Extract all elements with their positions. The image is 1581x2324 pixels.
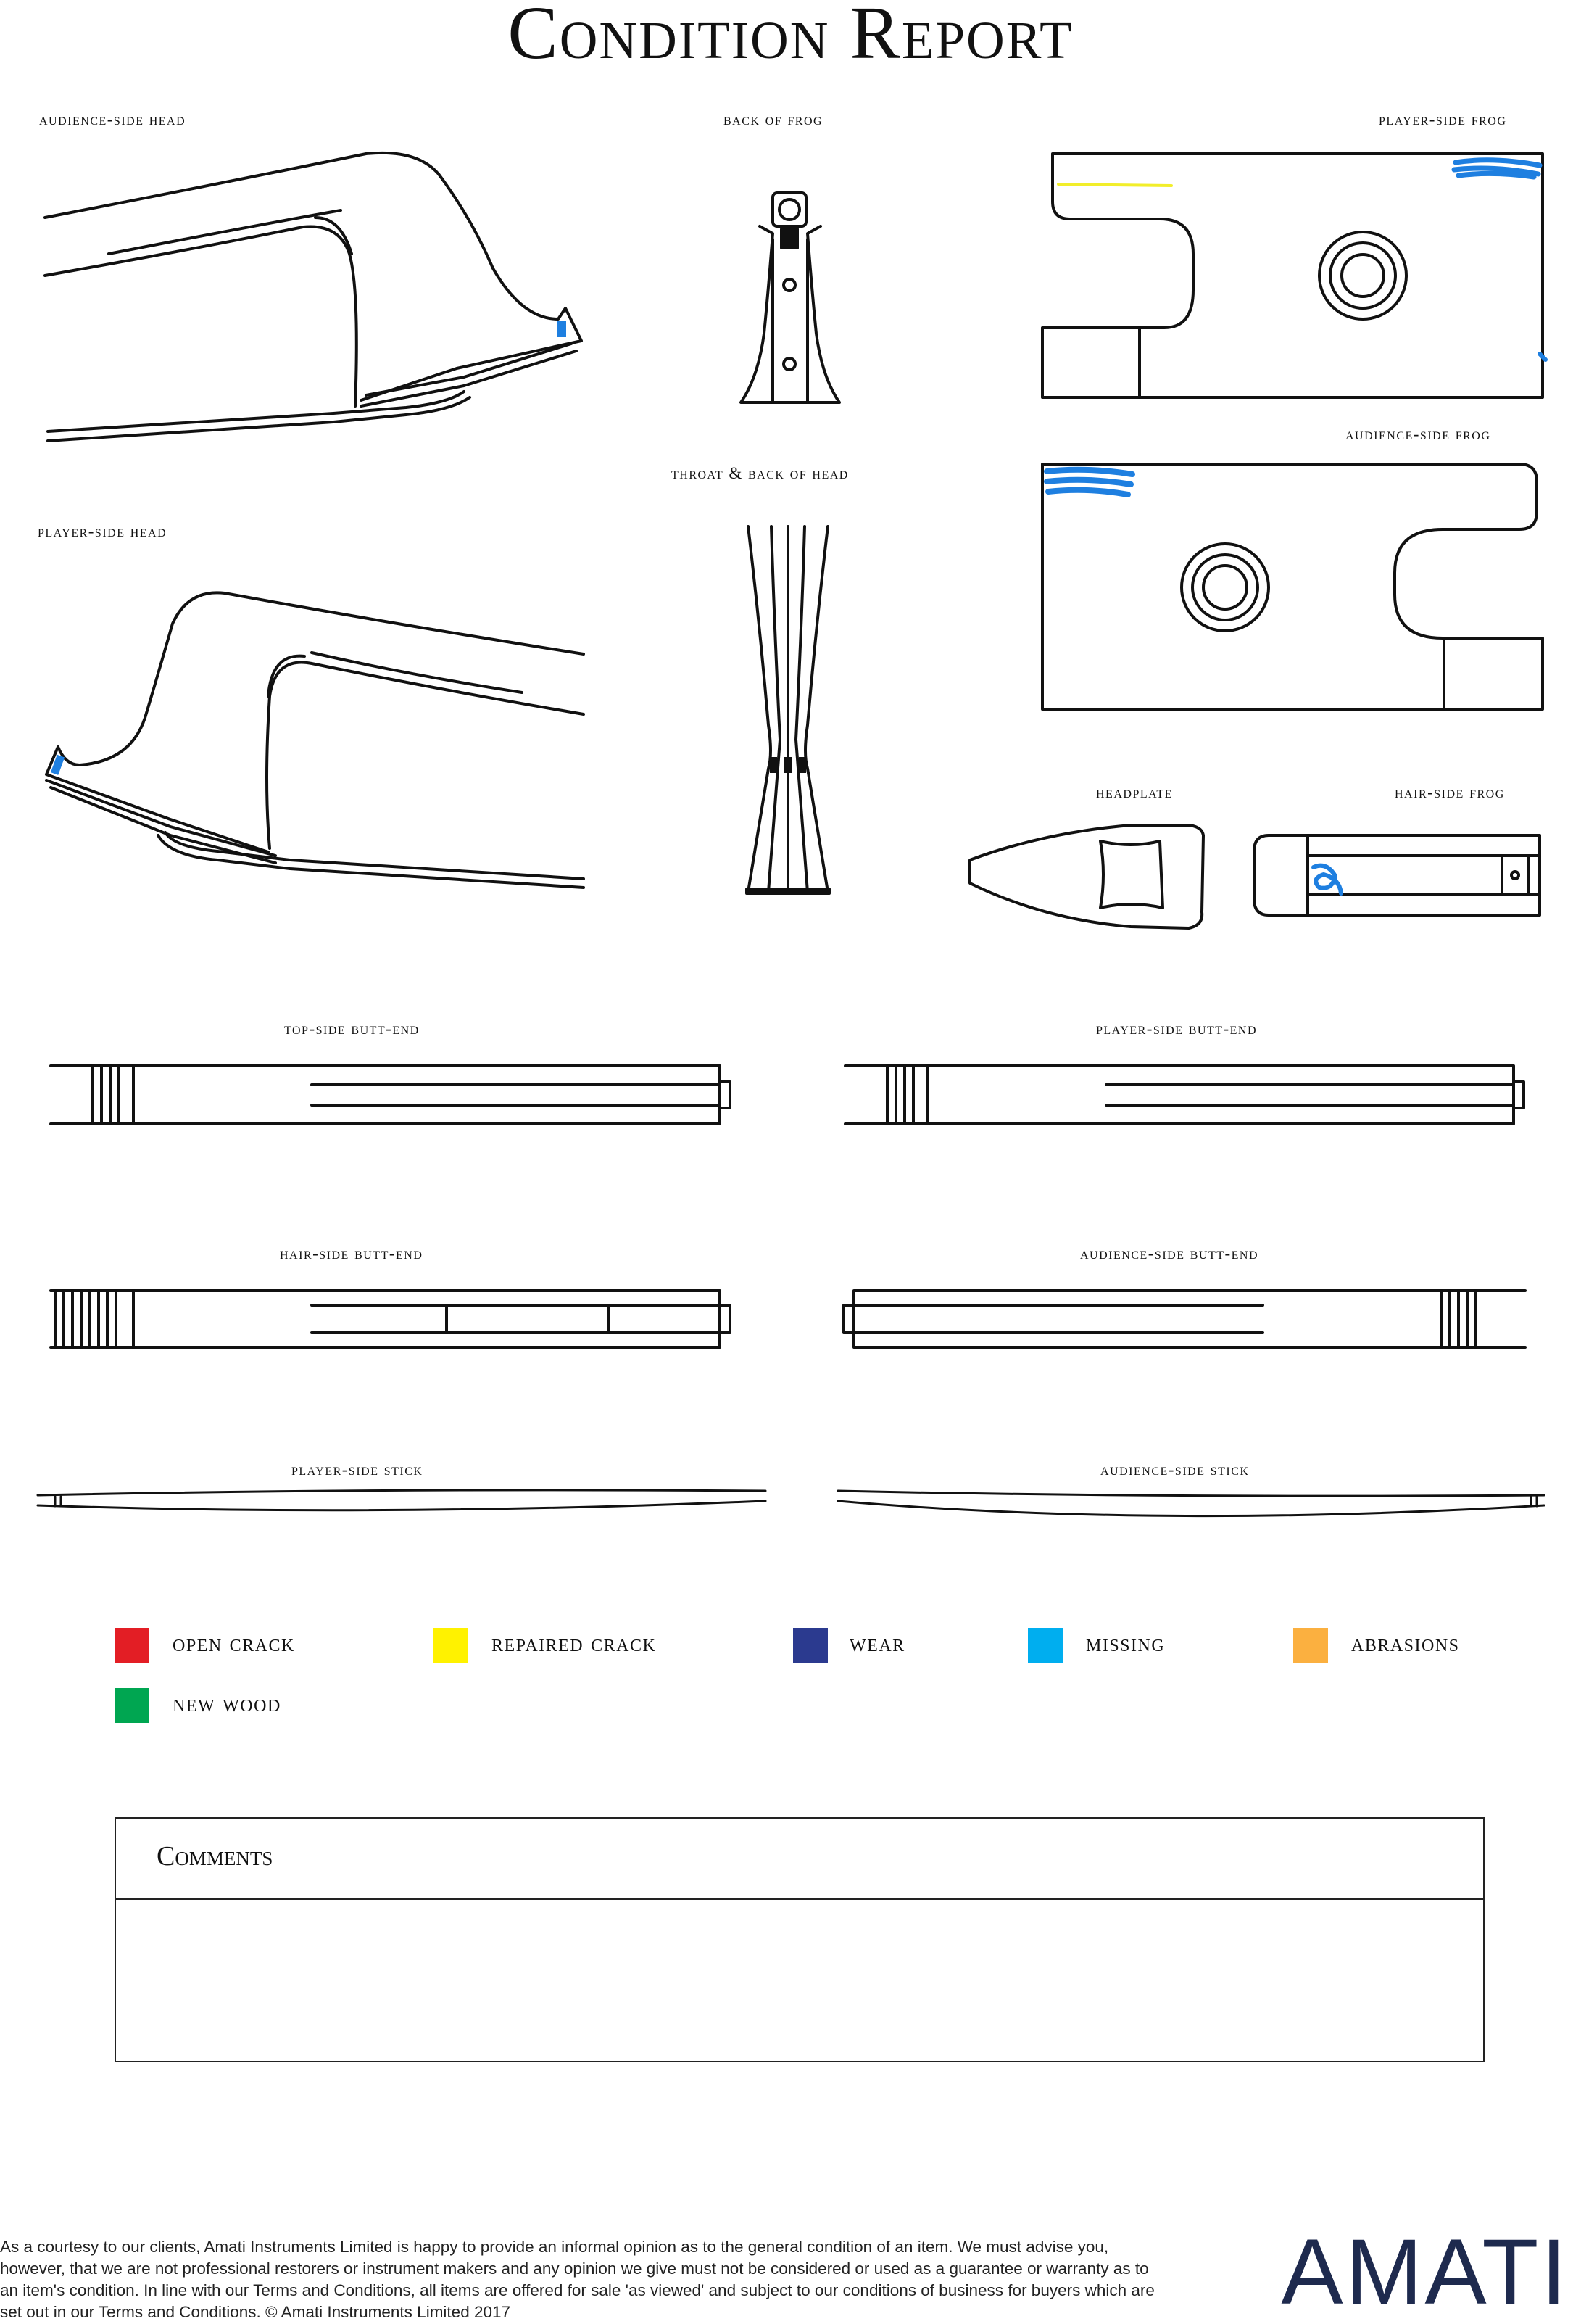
label-audience-side-head: audience-side head [39,110,186,128]
legend-label-missing: missing [1086,1630,1166,1657]
legend-swatch-new-wood [115,1688,149,1723]
label-player-side-butt-end: player-side butt-end [1096,1020,1258,1038]
headplate-drawing [970,825,1203,928]
back-of-frog-drawing [741,193,839,402]
label-audience-side-butt-end: audience-side butt-end [1080,1244,1259,1262]
audience-side-head-drawing [45,153,581,441]
comments-box [115,1817,1485,2062]
label-player-side-frog: player-side frog [1379,110,1507,128]
label-hair-side-frog: hair-side frog [1395,783,1505,801]
throat-back-of-head-drawing [747,526,829,893]
legend-swatch-repaired-crack [433,1628,468,1663]
audience-side-frog-drawing [1042,464,1543,709]
comments-header [116,1819,1483,1900]
player-side-frog-drawing [1042,154,1545,397]
disclaimer-text: As a courtesy to our clients, Amati Instruments Limited is happy to provide an informal opinion as to the general condition of an item. We must advise you, however, that we are not professional restorers or instrument makers and any opinion we give must not be considered or used as a guarantee or warranty as to an item's condition. In line with our Terms and Conditions, all items are offered for sale 'as viewed' and subject to our conditions of business for buyers which are set out in our Terms and Conditions. © Amati Instruments Limited 2017 [0,2238,1155,2321]
label-audience-side-stick: audience-side stick [1100,1460,1250,1479]
label-player-side-stick: player-side stick [291,1460,423,1479]
label-audience-side-frog: audience-side frog [1345,425,1491,443]
audience-side-butt-end-drawing [844,1291,1525,1347]
legend-label-open-crack: open crack [173,1630,295,1657]
legend-swatch-missing [1028,1628,1063,1663]
player-side-stick-drawing [38,1490,765,1510]
player-side-butt-end-drawing [845,1066,1524,1124]
label-hair-side-butt-end: hair-side butt-end [280,1244,423,1262]
legend-swatch-wear [793,1628,828,1663]
legend-label-new-wood: new wood [173,1690,281,1717]
label-top-side-butt-end: top-side butt-end [284,1020,420,1038]
label-player-side-head: player-side head [38,522,167,540]
label-back-of-frog: back of frog [723,110,823,128]
label-headplate: headplate [1096,783,1173,801]
page-title: Condition Report [507,0,1074,75]
player-side-head-drawing [46,592,584,888]
top-side-butt-end-drawing [51,1066,730,1124]
amati-logo: AMATI [1281,2220,1569,2324]
hair-side-frog-drawing [1254,835,1540,915]
legend-swatch-open-crack [115,1628,149,1663]
comments-title: Comments [157,1841,273,1872]
legend-label-wear: wear [850,1630,905,1657]
comments-body[interactable] [157,1913,1443,2046]
legend-swatch-abrasions [1293,1628,1328,1663]
legend-label-abrasions: abrasions [1351,1630,1460,1657]
audience-head-missing-mark [557,321,566,337]
hair-side-butt-end-drawing [51,1291,730,1347]
label-throat-back-of-head: throat & back of head [671,464,849,482]
audience-side-stick-drawing [838,1491,1544,1516]
legend-label-repaired-crack: repaired crack [491,1630,657,1657]
